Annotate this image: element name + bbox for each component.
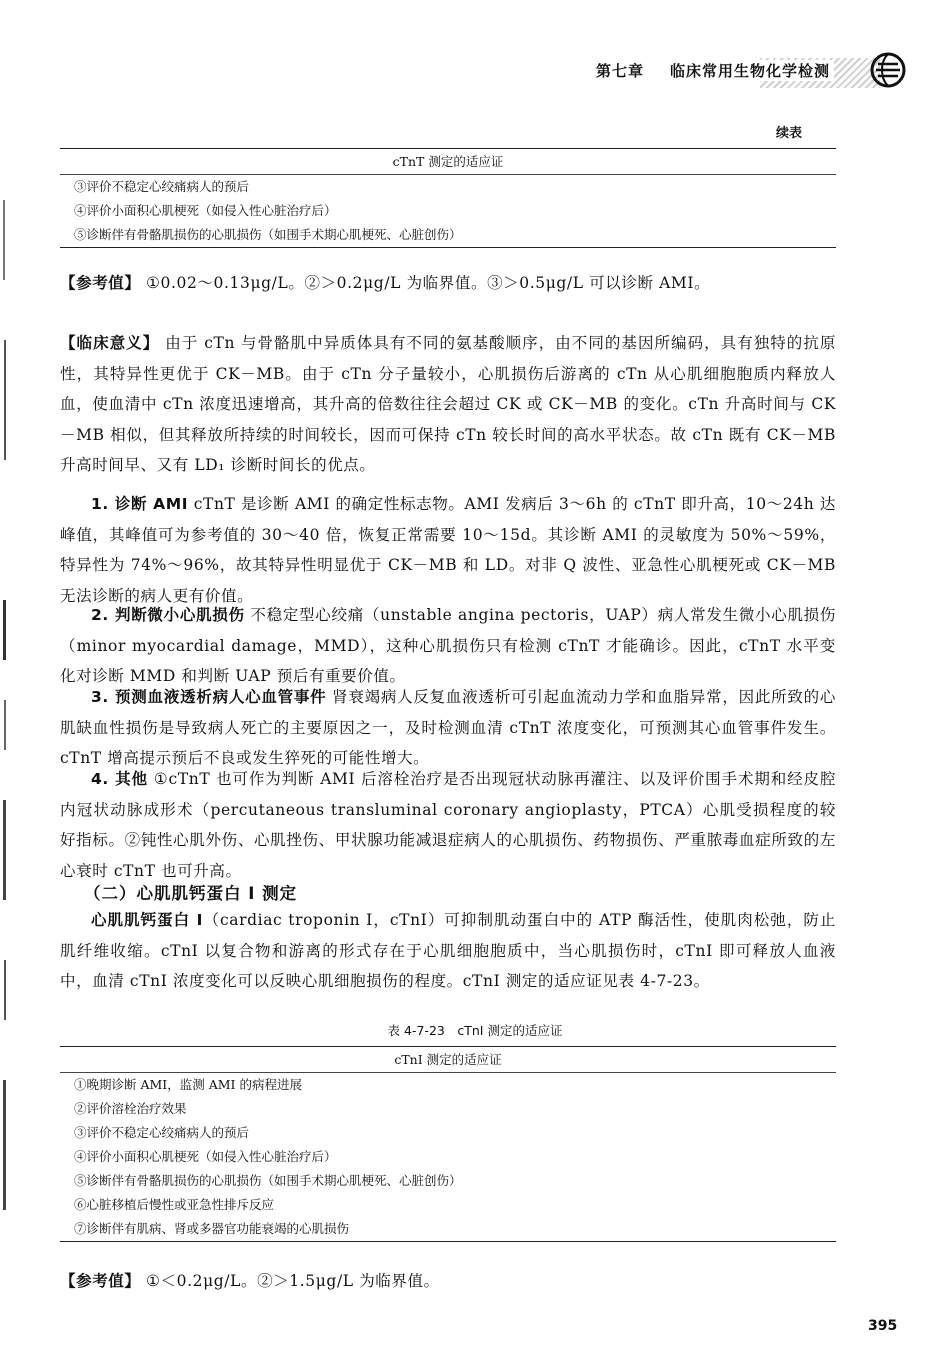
section-title: （二）心肌肌钙蛋白 I 测定 bbox=[84, 884, 298, 903]
table-row: ⑥心脏移植后慢性或亚急性排斥反应 bbox=[74, 1197, 275, 1212]
item-text: 不稳定型心绞痛（unstable angina pectoris，UAP）病人常发生微小心肌损伤（minor myocardial damage，MMD），这种心肌损伤只有检测 cTnT 才能确诊。因此，cTnT 水平变化对诊断 MMD 和判断 UAP 预后有重要价值。 bbox=[60, 606, 837, 685]
table-row: ⑤诊断伴有骨骼肌损伤的心肌损伤（如围手术期心肌梗死、心脏创伤） bbox=[74, 227, 462, 242]
table-row: ②评价溶栓治疗效果 bbox=[74, 1101, 187, 1116]
reference-value-ctnt bbox=[60, 268, 836, 299]
table-continued-label: 续表 bbox=[776, 126, 803, 141]
clinical-significance bbox=[60, 328, 836, 481]
item-text: 肾衰竭病人反复血液透析可引起血流动力学和血脂异常，因此所致的心肌缺血性损伤是导致病人死亡的主要原因之一，及时检测血清 cTnT 浓度变化，可预测其心血管事件发生。cTnT 增高提示预后不良或发生猝死的可能性增大。 bbox=[60, 688, 836, 767]
item-minor-damage bbox=[60, 600, 836, 692]
table-row: ③评价不稳定心绞痛病人的预后 bbox=[74, 179, 250, 194]
table-row: ④评价小面积心肌梗死（如侵入性心脏治疗后） bbox=[74, 1149, 337, 1164]
item-lead: 3. 预测血液透析病人心血管事件 bbox=[91, 688, 327, 706]
table-row: ④评价小面积心肌梗死（如侵入性心脏治疗后） bbox=[74, 203, 337, 218]
ctnt-indications-table bbox=[60, 148, 836, 248]
table-row: ③评价不稳定心绞痛病人的预后 bbox=[74, 1125, 250, 1140]
page-header bbox=[560, 56, 930, 92]
chapter-title: 临床常用生物化学检测 bbox=[670, 60, 834, 81]
table-heading: cTnI 测定的适应证 bbox=[394, 1052, 502, 1067]
reference-label: 【参考值】 bbox=[60, 1272, 141, 1290]
table-row: ⑤诊断伴有骨骼肌损伤的心肌损伤（如围手术期心肌梗死、心脏创伤） bbox=[74, 1173, 462, 1188]
reference-value-ctni bbox=[60, 1266, 836, 1297]
table-heading: cTnT 测定的适应证 bbox=[392, 154, 504, 169]
item-lead: 1. 诊断 AMI bbox=[91, 495, 189, 513]
chapter-label: 第七章 bbox=[596, 62, 645, 80]
ctni-paragraph bbox=[60, 905, 836, 997]
clinical-text: 由于 cTn 与骨骼肌中异质体具有不同的氨基酸顺序，由不同的基因所编码，具有独特的抗原性，其特异性更优于 CK－MB。由于 cTn 分子量较小，心肌损伤后游离的 cTn 从心肌细胞胞质内释放人血，使血清中 cTn 浓度迅速增高，其升高的倍数往往会超过 CK 或 CK－MB 的变化。cTn 升高时间与 CK－MB 相似，但其释放所持续的时间较长，因而可保持 cTn 较长时间的高水平状态。故 cTn 既有 CK－MB 升高时间早、又有 LD₁ 诊断时间长的优点。 bbox=[60, 334, 836, 474]
item-lead: 2. 判断微小心肌损伤 bbox=[91, 606, 245, 624]
item-dialysis bbox=[60, 682, 836, 774]
scan-edge-marks bbox=[0, 0, 10, 1365]
table-caption: 表 4-7-23 cTnI 测定的适应证 bbox=[387, 1023, 563, 1038]
reference-text: ①＜0.2μg/L。②＞1.5μg/L 为临界值。 bbox=[146, 1272, 440, 1290]
book-logo-icon bbox=[868, 50, 908, 90]
reference-label: 【参考值】 bbox=[60, 274, 141, 292]
ctni-lead: 心肌肌钙蛋白 I bbox=[91, 911, 204, 929]
reference-text: ①0.02～0.13μg/L。②＞0.2μg/L 为临界值。③＞0.5μg/L 可以诊断 AMI。 bbox=[146, 274, 711, 292]
item-lead: 4. 其他 bbox=[91, 770, 148, 788]
table-row: ①晚期诊断 AMI，监测 AMI 的病程进展 bbox=[74, 1077, 302, 1092]
ctni-text: （cardiac troponin I，cTnI）可抑制肌动蛋白中的 ATP 酶活性，使肌肉松弛，防止肌纤维收缩。cTnI 以复合物和游离的形式存在于心肌细胞胞质中，当心肌损伤时，cTnI 即可释放人血液中，血清 cTnI 浓度变化可以反映心肌细胞损伤的程度。cTnI 测定的适应证见表 4-7-23。 bbox=[60, 911, 837, 990]
table-row: ⑦诊断伴有肌病、肾或多器官功能衰竭的心肌损伤 bbox=[74, 1221, 350, 1236]
item-diagnose-ami bbox=[60, 489, 836, 611]
item-text: ①cTnT 也可作为判断 AMI 后溶栓治疗是否出现冠状动脉再灌注、以及评价围手术期和经皮腔内冠状动脉成形术（percutaneous transluminal coronary angioplasty，PTCA）心肌受损程度的较好指标。②钝性心肌外伤、心肌挫伤、甲状腺功能减退症病人的心肌损伤、药物损伤、严重脓毒血症所致的左心衰时 cTnT 也可升高。 bbox=[60, 770, 836, 880]
page-number: 395 bbox=[868, 1318, 898, 1334]
item-text: cTnT 是诊断 AMI 的确定性标志物。AMI 发病后 3～6h 的 cTnT 即升高，10～24h 达峰值，其峰值可为参考值的 30～40 倍，恢复正常需要 10～15d。其诊断 AMI 的灵敏度为 50%～59%，特异性为 74%～96%，故其特异性明显优于 CK－MB 和 LD。对非 Q 波性、亚急性心肌梗死或 CK－MB 无法诊断的病人更有价值。 bbox=[60, 495, 836, 605]
ctni-indications-table bbox=[60, 1046, 836, 1242]
clinical-label: 【临床意义】 bbox=[60, 334, 160, 352]
item-other bbox=[60, 764, 836, 886]
